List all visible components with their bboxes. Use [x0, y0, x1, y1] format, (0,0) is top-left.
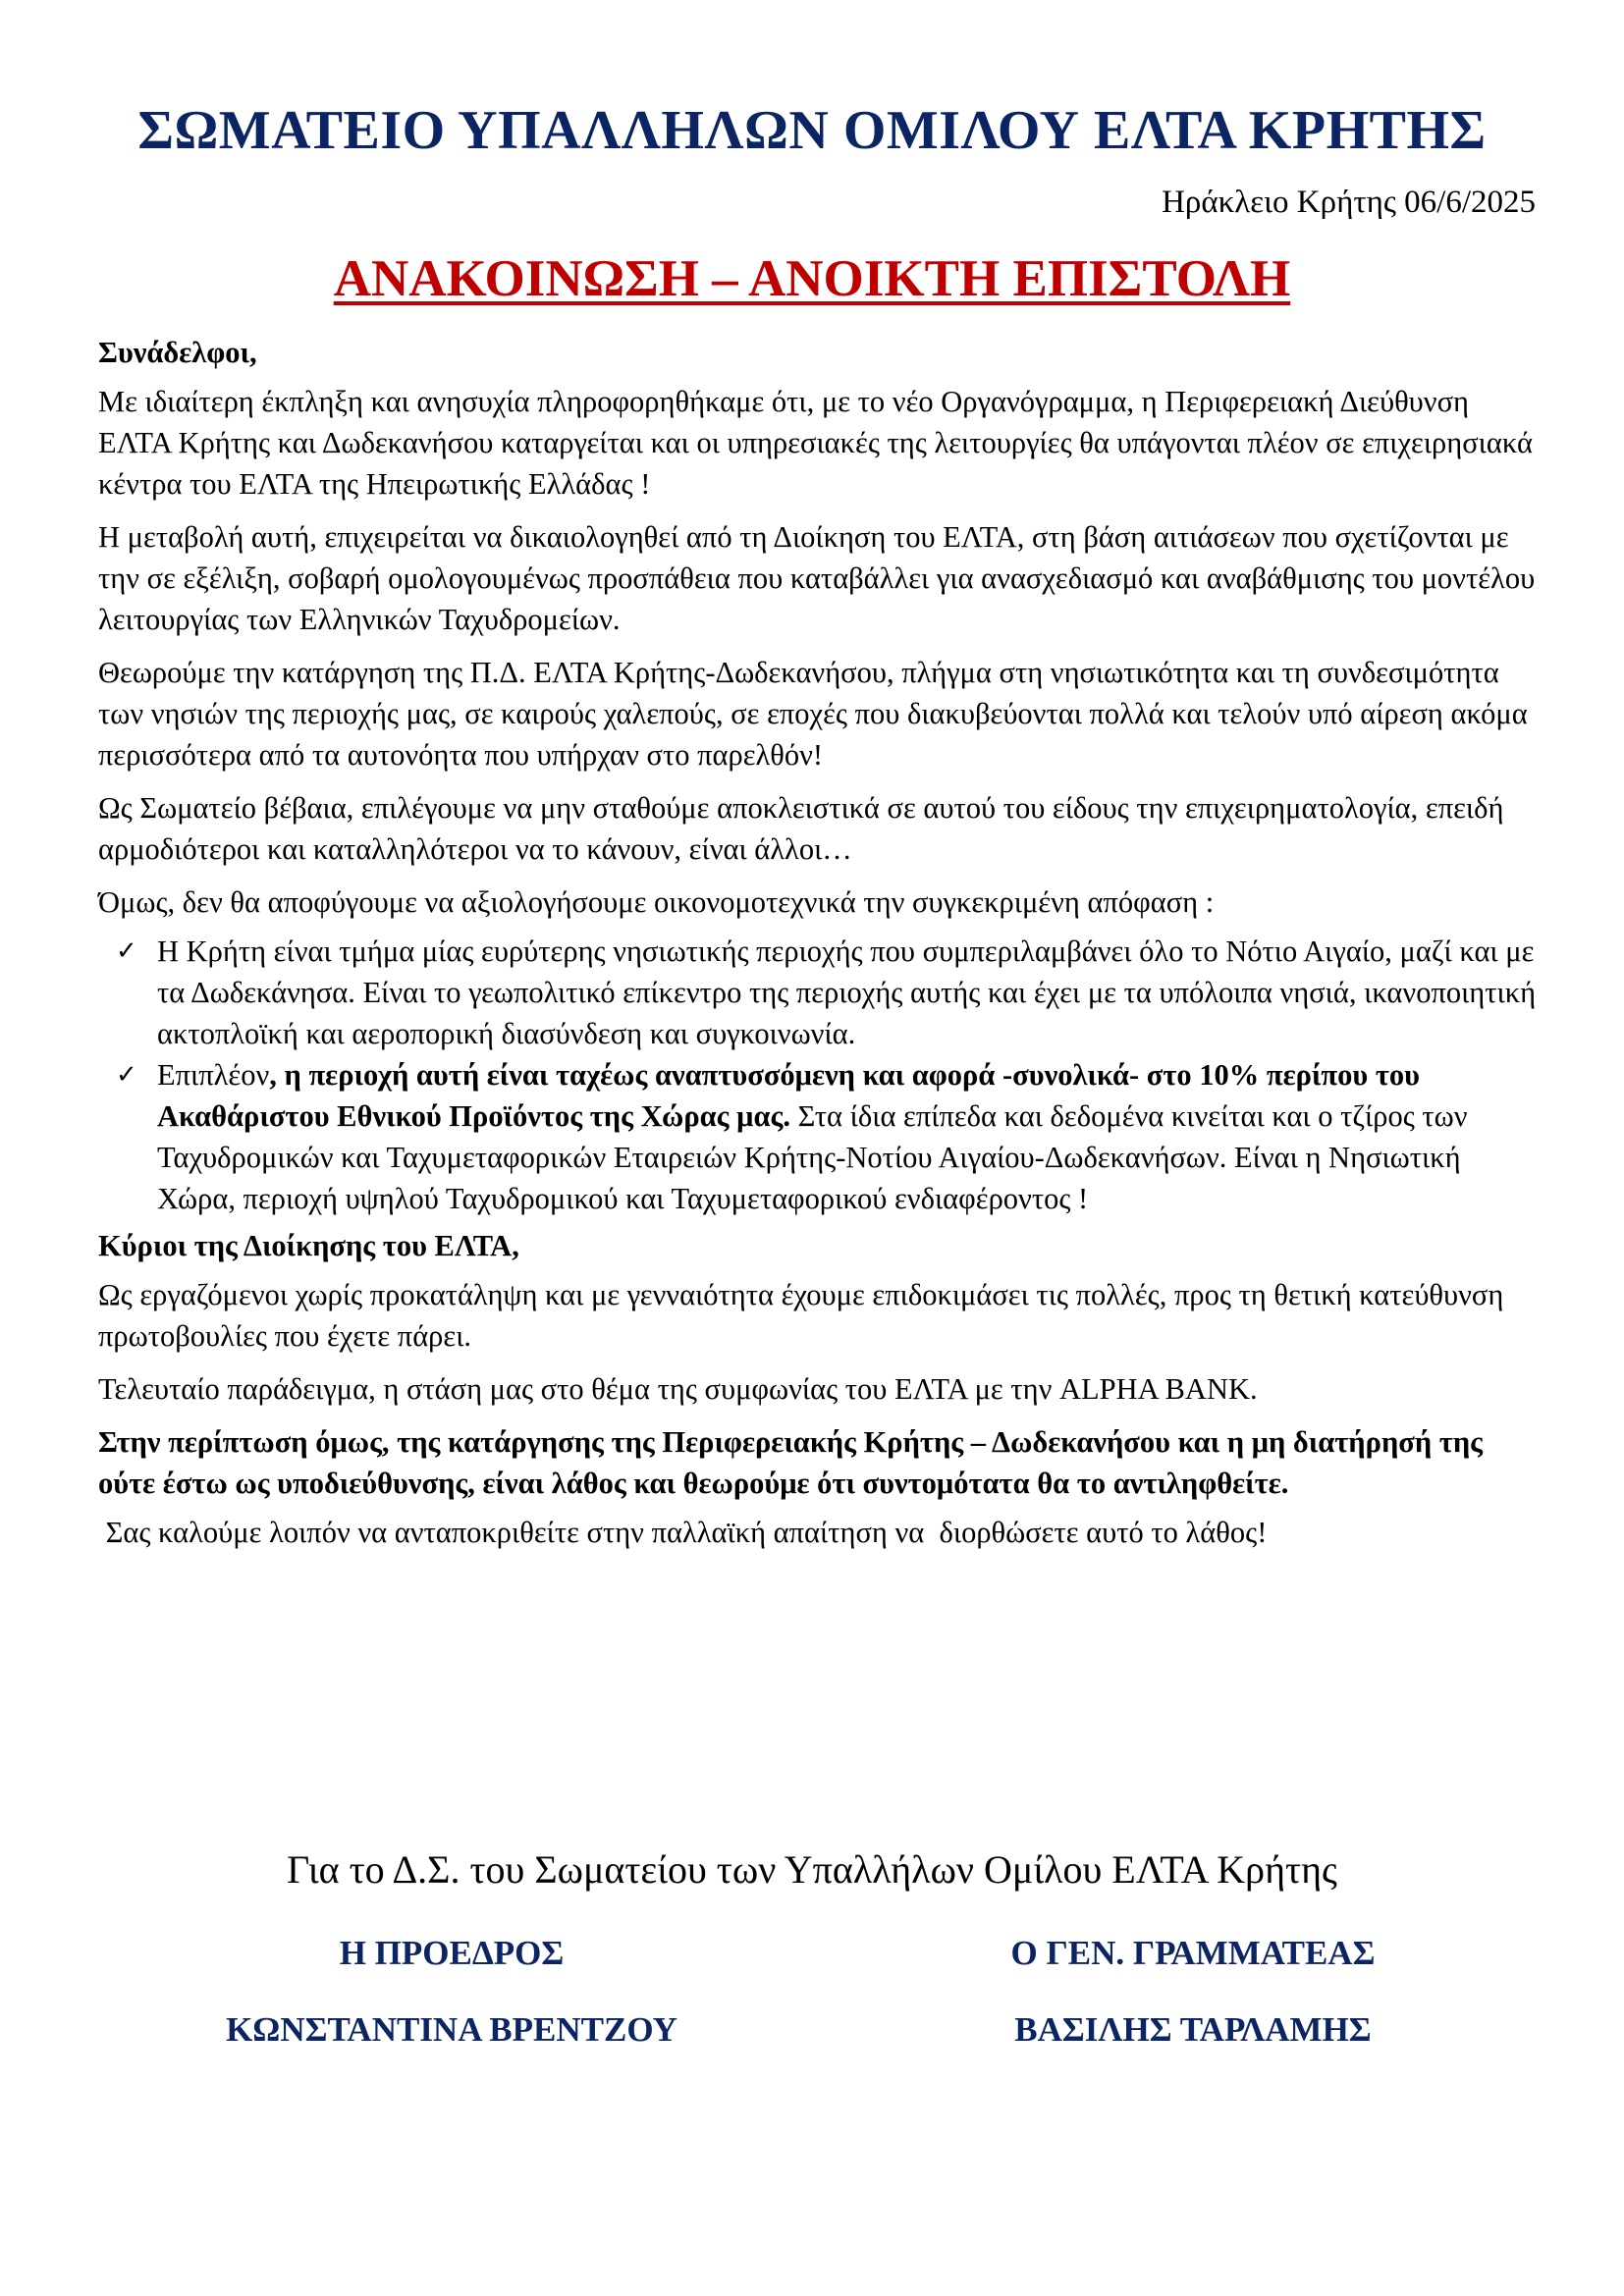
secretary-name: ΒΑΣΙΛΗΣ ΤΑΡΛΑΜΗΣ — [1014, 2010, 1372, 2049]
paragraph-2: Η μεταβολή αυτή, επιχειρείται να δικαιολογηθεί από τη Διοίκηση του ΕΛΤΑ, στη βάση αιτιάσεων που σχετίζονται με την σε εξέλιξη, σοβαρή ομολογουμένως προσπάθεια που καταβάλλει για ανασχεδιασμό και αναβάθμισης του μοντέλου λειτουργίας των Ελληνικών Ταχυδρομείων. — [98, 520, 1536, 636]
paragraph-5: Όμως, δεν θα αποφύγουμε να αξιολογήσουμε οικονομοτεχνικά την συγκεκριμένη απόφαση : — [98, 885, 1215, 919]
paragraph-4: Ως Σωματείο βέβαια, επιλέγουμε να μην σταθούμε αποκλειστικά σε αυτού του είδους την επιχειρηματολογία, επειδή αρμοδιότεροι και καταλληλότεροι να το κάνουν, είναι άλλοι… — [98, 791, 1504, 866]
paragraph-3: Θεωρούμε την κατάργηση της Π.Δ. ΕΛΤΑ Κρήτης-Δωδεκανήσου, πλήγμα στη νησιωτικότητα και τη συνδεσιμότητα των νησιών της περιοχής μας, σε καιρούς χαλεπούς, σε εποχές που διακυβεύονται πολλά και τελούν υπό αίρεση ακόμα περισσότερα από τα αυτονόητα που υπήρχαν στο παρελθόν! — [98, 656, 1528, 772]
signature-intro: Για το Δ.Σ. του Σωματείου των Υπαλλήλων Ομίλου ΕΛΤΑ Κρήτης — [287, 1847, 1337, 1892]
list-item-prefix: Επιπλέον — [157, 1058, 270, 1092]
list-item-bold-text: , η περιοχή αυτή είναι ταχέως αναπτυσσόμενη και αφορά -συνολικά- στο 10% περίπου του Ακαθάριστου Εθνικού Προϊόντος της Χώρας μας. — [157, 1058, 1420, 1133]
president-name: ΚΩΝΣΤΑΝΤΙΝΑ ΒΡΕΝΤΖΟΥ — [226, 2010, 677, 2049]
paragraph-8-bold: Στην περίπτωση όμως, της κατάργησης της Περιφερειακής Κρήτης – Δωδεκανήσου και η μη διατήρησή της ούτε έστω ως υποδιεύθυνσης, είναι λάθος και θεωρούμε ότι συντομότατα θα το αντιληφθείτε. — [98, 1425, 1484, 1500]
closing-paragraph: Σας καλούμε λοιπόν να ανταποκριθείτε στην παλλαϊκή απαίτηση να διορθώσετε αυτό το λάθος! — [98, 1516, 1268, 1549]
list-item-text: Η Κρήτη είναι τμήμα μίας ευρύτερης νησιωτικής περιοχής που συμπεριλαμβάνει όλο το Νότιο Αιγαίο, μαζί και με τα Δωδεκάνησα. Είναι το γεωπολιτικό επίκεντρο της περιοχής αυτής και έχει με τα υπόλοιπα νησιά, ικανοποιητική ακτοπλοϊκή και αεροπορική διασύνδεση και συγκοινωνία. — [157, 934, 1537, 1050]
paragraph-1: Με ιδιαίτερη έκπληξη και ανησυχία πληροφορηθήκαμε ότι, με το νέο Οργανόγραμμα, η Περιφερειακή Διεύθυνση ΕΛΤΑ Κρήτης και Δωδεκανήσου καταργείται και οι υπηρεσιακές της λειτουργίες θα υπάγονται πλέον σε επιχειρησιακά κέντρα του ΕΛΤΑ της Ηπειρωτικής Ελλάδας ! — [98, 385, 1533, 501]
list-item — [116, 931, 1542, 1054]
headline-text: ΑΝΑΚΟΙΝΩΣΗ – ΑΝΟΙΚΤΗ ΕΠΙΣΤΟΛΗ — [333, 250, 1291, 307]
organization-title: ΣΩΜΑΤΕΙΟ ΥΠΑΛΛΗΛΩΝ ΟΜΙΛΟΥ ΕΛΤΑ ΚΡΗΤΗΣ — [137, 100, 1487, 161]
salutation-management: Κύριοι της Διοίκησης του ΕΛΤΑ, — [98, 1229, 519, 1262]
list-item-suffix: Στα ίδια επίπεδα και δεδομένα κινείται και ο τζίρος των Ταχυδρομικών και Ταχυμεταφορικών Εταιρειών Κρήτης-Νοτίου Αιγαίου-Δωδεκανήσων. Είναι η Νησιωτική Χώρα, περιοχή υψηλού Ταχυδρομικού και Ταχυμεταφορικού ενδιαφέροντος ! — [157, 1099, 1468, 1215]
paragraph-6: Ως εργαζόμενοι χωρίς προκατάληψη και με γενναιότητα έχουμε επιδοκιμάσει τις πολλές, προς τη θετική κατεύθυνση πρωτοβουλίες που έχετε πάρει. — [98, 1278, 1504, 1353]
bullet-list — [98, 931, 1542, 1219]
secretary-role: Ο ΓΕΝ. ΓΡΑΜΜΑΤΕΑΣ — [1010, 1934, 1376, 1972]
checkmark-icon: ✓ — [116, 1060, 137, 1090]
salutation: Συνάδελφοι, — [98, 336, 257, 369]
president-role: Η ΠΡΟΕΔΡΟΣ — [339, 1934, 565, 1972]
letter-body — [98, 332, 1542, 1565]
paragraph-7: Τελευταίο παράδειγμα, η στάση μας στο θέμα της συμφωνίας του ΕΛΤΑ με την ALPHA BANK. — [98, 1372, 1258, 1406]
list-item — [116, 1054, 1542, 1219]
announcement-headline — [0, 247, 1624, 310]
date-location: Ηράκλειο Κρήτης 06/6/2025 — [1162, 185, 1536, 220]
checkmark-icon: ✓ — [116, 936, 137, 966]
